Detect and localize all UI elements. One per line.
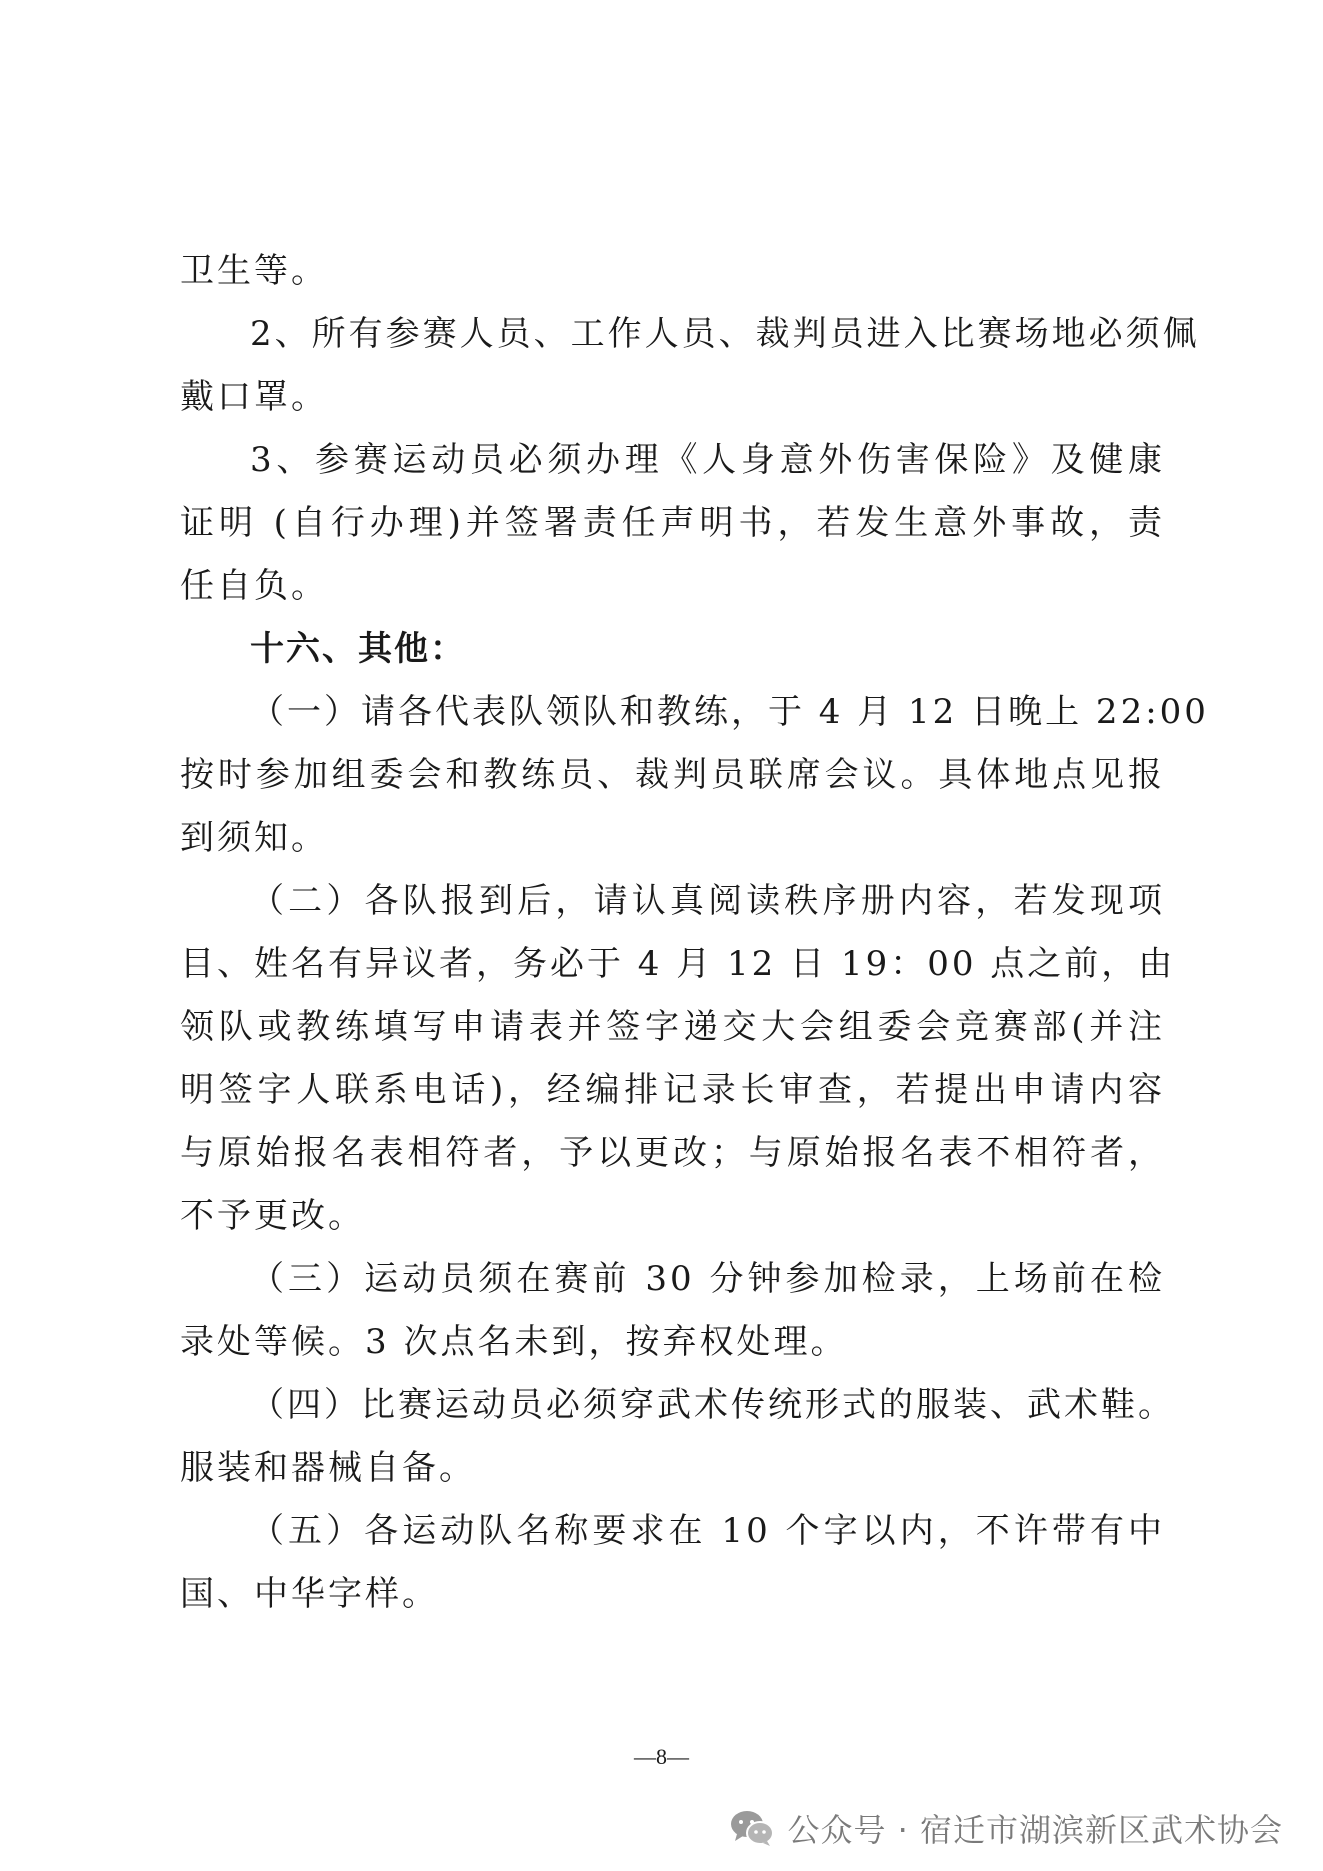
- text-line-6: 任自负。: [180, 566, 328, 606]
- text-line-19: （四）比赛运动员必须穿武术传统形式的服装、武术鞋。: [250, 1385, 1175, 1425]
- text-line-1: 卫生等。: [180, 251, 328, 291]
- section-heading: 十六、其他：: [250, 629, 466, 669]
- text-line-22: 国、中华字样。: [180, 1574, 439, 1614]
- watermark: [729, 1805, 1283, 1851]
- text-line-10: 到须知。: [180, 818, 328, 858]
- text-line-13: 领队或教练填写申请表并签字递交大会组委会竞赛部(并注: [180, 1007, 1165, 1047]
- text-line-17: （三）运动员须在赛前 30 分钟参加检录，上场前在检: [250, 1259, 1165, 1299]
- text-line-20: 服装和器械自备。: [180, 1448, 476, 1488]
- text-line-8: （一）请各代表队领队和教练，于 4 月 12 日晚上 22:00: [250, 692, 1209, 732]
- text-line-5: 证明 (自行办理)并签署责任声明书，若发生意外事故，责: [180, 503, 1165, 543]
- text-line-14: 明签字人联系电话)，经编排记录长审查，若提出申请内容: [180, 1070, 1165, 1110]
- text-line-12: 目、姓名有异议者，务必于 4 月 12 日 19：00 点之前，由: [180, 944, 1176, 984]
- page-number: —8—: [634, 1744, 689, 1769]
- text-line-2: 2、所有参赛人员、工作人员、裁判员进入比赛场地必须佩: [250, 314, 1200, 354]
- wechat-icon: [729, 1808, 775, 1848]
- text-line-15: 与原始报名表相符者，予以更改；与原始报名表不相符者，: [180, 1133, 1165, 1173]
- watermark-text: 公众号 · 宿迁市湖滨新区武术协会: [787, 1811, 1283, 1849]
- text-line-18: 录处等候。3 次点名未到，按弃权处理。: [180, 1322, 848, 1362]
- text-line-16: 不予更改。: [180, 1196, 365, 1236]
- text-line-9: 按时参加组委会和教练员、裁判员联席会议。具体地点见报: [180, 755, 1165, 795]
- text-line-21: （五）各运动队名称要求在 10 个字以内，不许带有中: [250, 1511, 1165, 1551]
- text-line-4: 3、参赛运动员必须办理《人身意外伤害保险》及健康: [250, 440, 1165, 480]
- text-line-11: （二）各队报到后，请认真阅读秩序册内容，若发现项: [250, 881, 1165, 921]
- text-line-3: 戴口罩。: [180, 377, 328, 417]
